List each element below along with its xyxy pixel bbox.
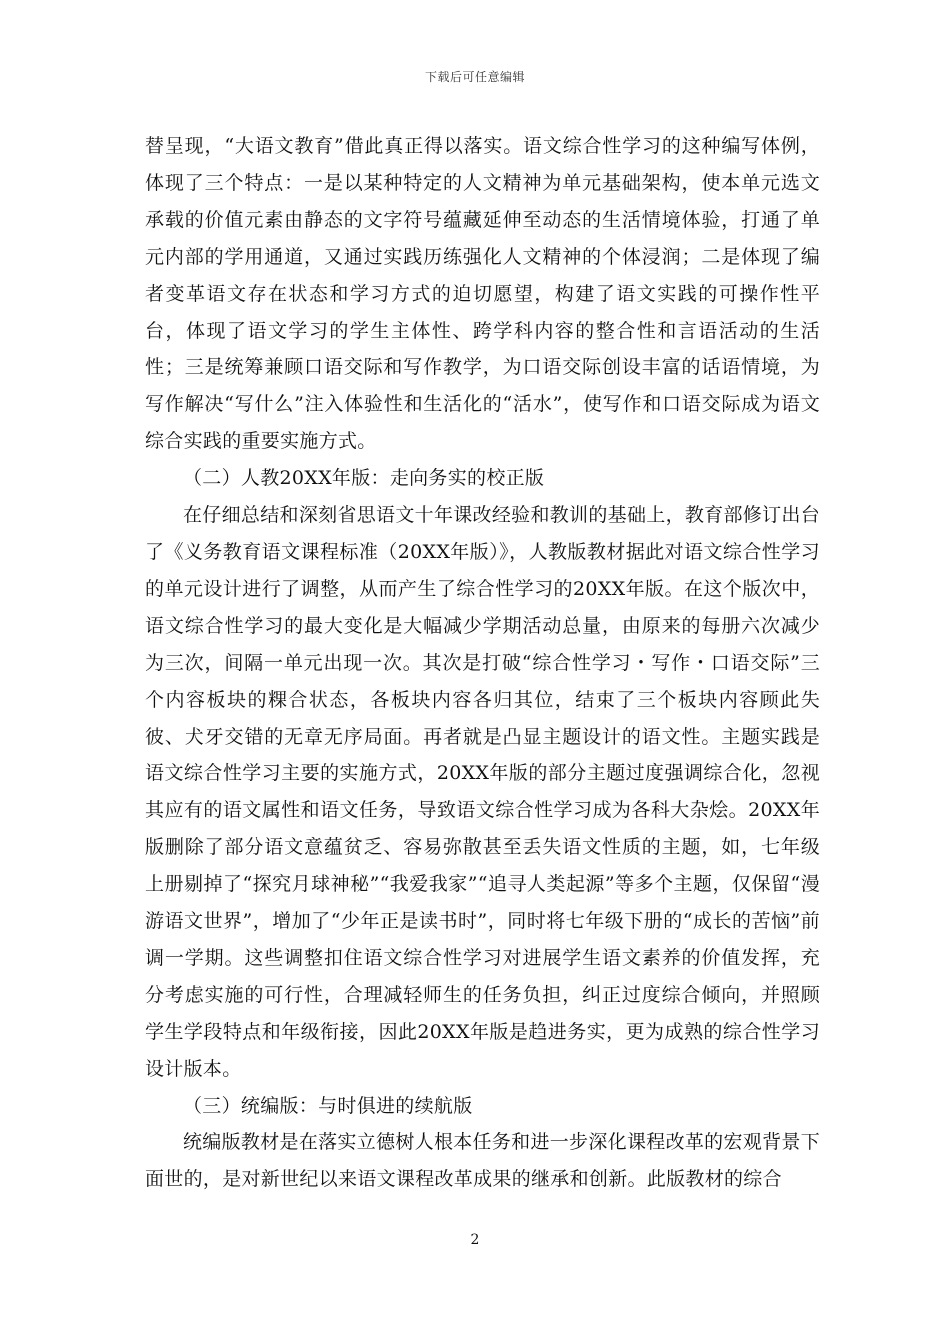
paragraph: 在仔细总结和深刻省思语文十年课改经验和教训的基础上，教育部修订出台了《义务教育语文课程标准（20XX年版）》，人教版教材据此对语文综合性学习的单元设计进行了调整，从而产生了综合性学习的20XX年版。在这个版次中，语文综合性学习的最大变化是大幅减少学期活动总量，由原来的每册六次减少为三次，间隔一单元出现一次。其次是打破“综合性学习・写作・口语交际”三个内容板块的粿合状态，各板块内容各归其位，结束了三个板块内容顾此失彼、犬牙交错的无章无序局面。再者就是凸显主题设计的语文性。主题实践是语文综合性学习主要的实施方式，20XX年版的部分主题过度强调综合化，忽视其应有的语文属性和语文任务，导致语文综合性学习成为各科大杂烩。20XX年版删除了部分语文意蕴贫乏、容易弥散甚至丢失语文性质的主题，如，七年级上册剔掉了“探究月球神秘”“我爱我家”“追寻人类起源”等多个主题，仅保留“漫游语文世界”，增加了“少年正是读书时”，同时将七年级下册的“成长的苦恼”前调一学期。这些调整扣住语文综合性学习对进展学生语文素养的价值发挥，充分考虑实施的可行性，合理减轻师生的任务负担，纠正过度综合倾向，并照顾学生学段特点和年级衔接，因此20XX年版是趋进务实，更为成熟的综合性学习设计版本。 — [145, 504, 820, 1080]
paragraph: 统编版教材是在落实立德树人根本任务和进一步深化课程改革的宏观背景下面世的，是对新世纪以来语文课程改革成果的继承和创新。此版教材的综合 — [145, 1131, 820, 1191]
paragraph: 替呈现，“大语文教育”借此真正得以落实。语文综合性学习的这种编写体例，体现了三个特点：一是以某种特定的人文精神为单元基础架构，使本单元选文承载的价值元素由静态的文字符号蕴藏延伸至动态的生活情境体验，打通了单元内部的学用通道，又通过实践历练强化人文精神的个体浸润；二是体现了编者变革语文存在状态和学习方式的迫切愿望，构建了语文实践的可操作性平台，体现了语文学习的学生主体性、跨学科内容的整合性和言语活动的生活性；三是统筹兼顾口语交际和写作教学，为口语交际创设丰富的话语情境，为写作解决“写什么”注入体验性和生活化的“活水”，使写作和口语交际成为语文综合实践的重要实施方式。 — [145, 135, 820, 453]
body-text — [145, 128, 820, 1198]
page-header: 下载后可任意编辑 — [424, 70, 525, 84]
section-heading: （三）统编版：与时俱进的续航版 — [183, 1094, 473, 1117]
section-heading: （二）人教20XX年版：走向务实的校正版 — [183, 467, 545, 490]
page-number: 2 — [470, 1232, 480, 1248]
